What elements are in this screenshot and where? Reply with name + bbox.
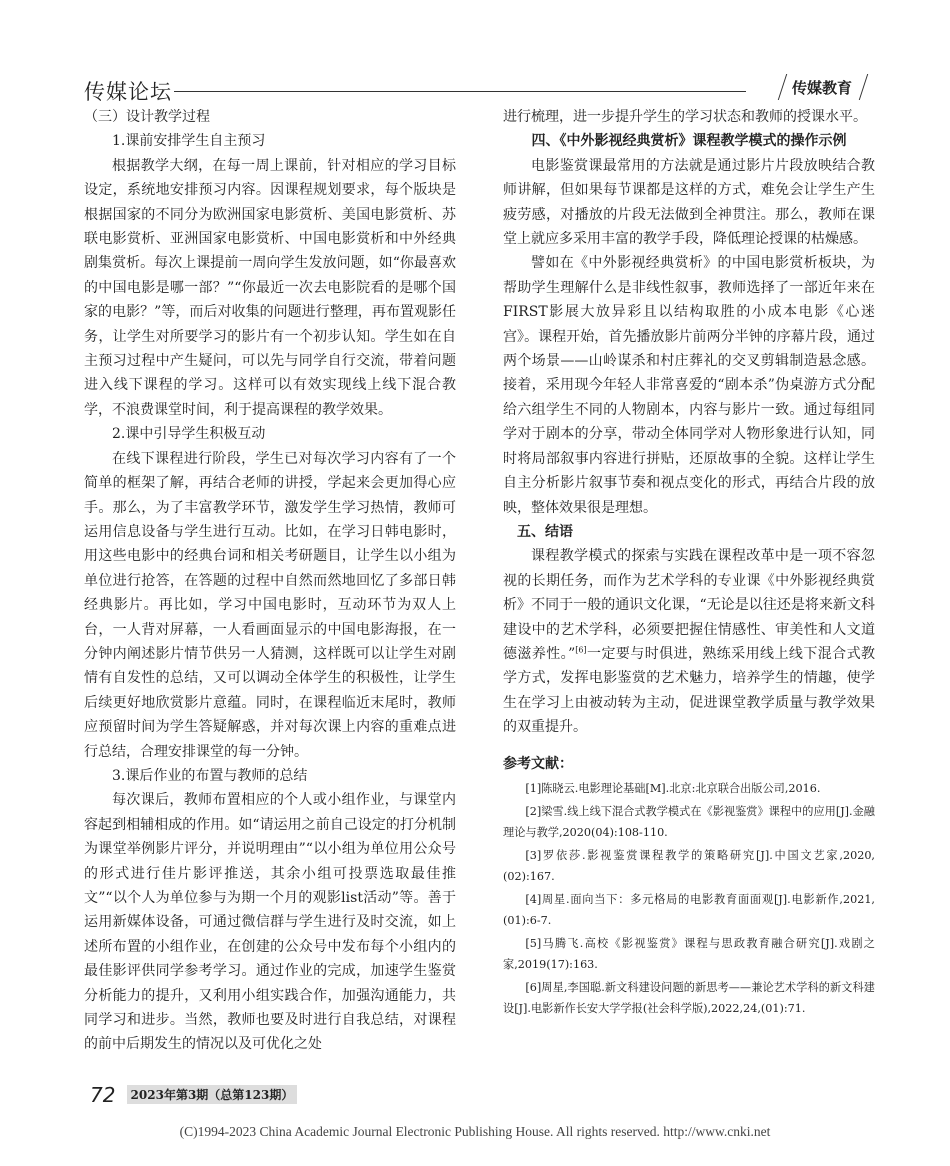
- paragraph: 进行梳理，进一步提升学生的学习状态和教师的授课水平。: [503, 109, 867, 125]
- paragraph: 譬如在《中外影视经典赏析》的中国电影赏析板块，为帮助学生理解什么是非线性叙事，教师选择了一部近年来在FIRST影展大放异彩且以结构取胜的小成本电影《心迷宫》。课程开始，首先播放影片前两分半钟的序幕片段，通过两个场景——山岭谋杀和村庄葬礼的交叉剪辑制造悬念感。接着，采用现今年轻人非常喜爱的“剧本杀”伪桌游方式分配给六组学生不同的人物剧本，内容与影片一致。通过每组同学对于剧本的分享，带动全体同学对人物形象进行认知，同时将局部叙事内容进行拼贴，还原故事的全貌。这样让学生自主分析影片叙事节奏和视点变化的形式，再结合片段的放映，整体效果很是理想。: [503, 255, 875, 516]
- paragraph: 3.课后作业的布置与教师的总结: [112, 767, 308, 784]
- citation-mark: [6]: [575, 645, 587, 655]
- header-rule: [174, 91, 746, 92]
- paragraph: 电影鉴赏课最常用的方法就是通过影片片段放映结合教师讲解，但如果每节课都是这样的方式，难免会让学生产生疲劳感，对播放的片段无法做到全神贯注。那么，教师在课堂上就应多采用丰富的教学手段，降低理论授课的枯燥感。: [503, 157, 875, 248]
- paragraph: 2.课中引导学生积极互动: [112, 426, 266, 443]
- paragraph-text: 课程教学模式的探索与实践在课程改革中是一项不容忽视的长期任务，而作为艺术学科的专业课《中外影视经典赏析》不同于一般的通识文化课，“无论是以往还是将来新文科建设中的艺术学科，必须要把握住情感性、审美性和人文道德滋养性。”: [503, 548, 875, 662]
- reference-item: [5]马腾飞.高校《影视鉴赏》课程与思政教育融合研究[J].戏剧之家,2019(17):163.: [503, 937, 875, 971]
- paragraph: 1.课前安排学生自主预习: [112, 133, 266, 150]
- reference-item: [2]梁雪.线上线下混合式教学模式在《影视鉴赏》课程中的应用[J].金融理论与教学,2020(04):108-110.: [503, 805, 875, 839]
- reference-item: [4]周星.面向当下：多元格局的电影教育面面观[J].电影新作,2021,(01):6-7.: [503, 893, 875, 927]
- journal-title: 传媒论坛: [84, 80, 172, 104]
- reference-item: [6]周星,李国聪.新文科建设问题的新思考——兼论艺术学科的新文科建设[J].电影新作长安大学学报(社会科学版),2022,24,(01):71.: [503, 981, 875, 1015]
- section-heading: 五、结语: [517, 523, 573, 540]
- issue-label: 2023年第3期（总第123期）: [127, 1085, 298, 1104]
- reference-list: [503, 779, 875, 1020]
- paragraph: 根据教学大纲，在每一周上课前，针对相应的学习目标设定，系统地安排预习内容。因课程规划要求，每个版块是根据国家的不同分为欧洲国家电影赏析、美国电影赏析、苏联电影赏析、亚洲国家电影赏析、中国电影赏析和中外经典剧集赏析。每次上课提前一周向学生发放问题，如“你最喜欢的中国电影是哪一部？”“你最近一次去电影院看的是哪个国家的电影？”等，而后对收集的问题进行整理，再布置观影任务，让学生对所要学习的影片有一个初步认知。学生如在自主预习过程中产生疑问，可以先与同学自行交流，带着问题进入线下课程的学习。这样可以有效实现线上线下混合教学，不浪费课堂时间，利于提高课程的教学效果。: [84, 157, 456, 418]
- paragraph: 每次课后，教师布置相应的个人或小组作业，与课堂内容起到相辅相成的作用。如“请运用之前自己设定的打分机制为课堂举例影片评分，并说明理由”“以小组为单位用公众号的形式进行佳片影评推送，其余小组可投票选取最佳推文”“以个人为单位参与为期一个月的观影list活动”等。善于运用新媒体设备，可通过微信群与学生进行及时交流，如上述所布置的小组作业，在创建的公众号中发布每个小组内的最佳影评供同学参考学习。通过作业的完成，加速学生鉴赏分析能力的提升，又利用小组实践合作，加强沟通能力，共同学习和进步。当然，教师也要及时进行自我总结，对课程的前中后期发生的情况以及可优化之处: [84, 792, 456, 1053]
- references-heading: 参考文献：: [503, 755, 573, 772]
- page-header: [84, 76, 866, 106]
- reference-item: [1]陈晓云.电影理论基础[M].北京:北京联合出版公司,2016.: [525, 781, 821, 795]
- paragraph-text: 一定要与时俱进，熟练采用线上线下混合式教学方式，发挥电影鉴赏的艺术魅力，培养学生的情趣，使学生在学习上由被动转为主动，促进课堂教学质量与教学效果的双重提升。: [503, 645, 875, 736]
- section-label: 传媒教育: [782, 77, 866, 98]
- right-column: [503, 105, 875, 1019]
- paragraph: 在线下课程进行阶段，学生已对每次学习内容有了一个简单的框架了解，再结合老师的讲授，学起来会更加得心应手。那么，为了丰富教学环节，激发学生学习热情，教师可运用信息设备与学生进行互动。比如，在学习日韩电影时，用这些电影中的经典台词和相关考研题目，让学生以小组为单位进行抢答，在答题的过程中自然而然地回忆了多部日韩经典影片。再比如，学习中国电影时，互动环节为双人上台，一人背对屏幕，一人看画面显示的中国电影海报，在一分钟内阐述影片情节供另一人猜测，这样既可以让学生对剧情有自发性的总结，又可以调动全体学生的积极性，让学生后续更好地欣赏影片意蕴。同时，在课程临近末尾时，教师应预留时间为学生答疑解惑，并对每次课上内容的重难点进行总结，合理安排课堂的每一分钟。: [84, 450, 456, 760]
- left-column: [84, 105, 456, 1057]
- page-number: 72: [90, 1083, 116, 1107]
- paragraph: （三）设计教学过程: [84, 109, 210, 125]
- copyright-notice: (C)1994-2023 China Academic Journal Electronic Publishing House. All rights reserved. http://www.cnki.net: [179, 1124, 771, 1139]
- section-heading: 四、《中外影视经典赏析》课程教学模式的操作示例: [531, 133, 847, 150]
- reference-item: [3]罗依莎.影视鉴赏课程教学的策略研究[J].中国文艺家,2020,(02):167.: [503, 849, 875, 883]
- paragraph: [503, 544, 875, 739]
- page-footer: [90, 1083, 297, 1107]
